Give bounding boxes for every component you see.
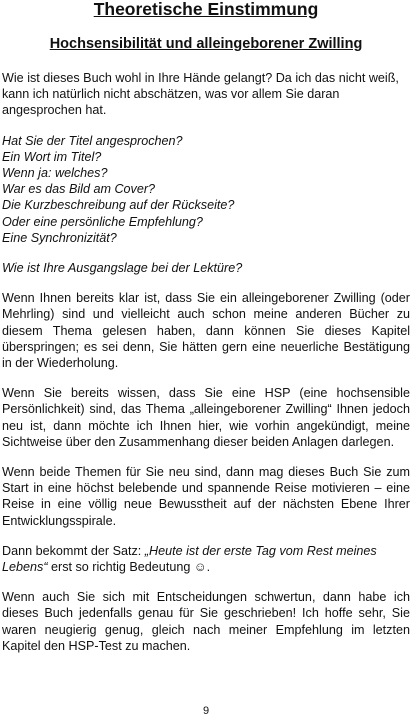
intro-paragraph: Wie ist dieses Buch wohl in Ihre Hände gelangt? Da ich das nicht weiß, kann ich natürlich nicht abschätzen, was vor allem Sie daran angesprochen hat. (2, 71, 399, 118)
question-item: War es das Bild am Cover? (2, 182, 156, 197)
quote-text: „Heute ist der erste Tag vom Rest meines Lebens“ (2, 543, 377, 575)
question-item: Oder eine persönliche Empfehlung? (2, 214, 203, 229)
quote-lead-text: Dann bekommt der Satz: (2, 543, 145, 558)
situation-question: Wie ist Ihre Ausgangslage bei der Lektüre? (2, 261, 243, 276)
paragraph-hsp: Wenn Sie bereits wissen, dass Sie eine HSP (eine hochsensible Persönlichkeit) sind, das Thema „alleingeborener Zwilling“ Ihnen jedoch neu ist, dann möchte ich Ihnen hier, wie vorhin angekündigt, meine Sichtweise über den Zusammenhang dieser beiden Anlagen darlegen. (2, 386, 410, 449)
question-item: Ein Wort im Titel? (2, 149, 102, 164)
question-item: Eine Synchronizität? (2, 230, 117, 245)
question-item: Hat Sie der Titel angesprochen? (2, 133, 183, 148)
question-list (2, 133, 410, 246)
body-text (2, 70, 410, 668)
chapter-title: Theoretische Einstimmung (93, 0, 319, 19)
paragraph-twin: Wenn Ihnen bereits klar ist, dass Sie ein alleingeborener Zwilling (oder Mehrling) sind und vielleicht auch schon meine anderen Bücher zu diesem Thema gelesen haben, dann können Sie dieses Kapitel überspringen; es sei denn, Sie hätten gern eine neuerliche Bestätigung in der Wiederholung. (2, 291, 410, 371)
question-item: Wenn ja: welches? (2, 166, 108, 181)
quote-trailing-text: erst so richtig Bedeutung ☺. (47, 560, 211, 575)
paragraph-both-new: Wenn beide Themen für Sie neu sind, dann mag dieses Buch Sie zum Start in eine höchst belebende und spannende Reise motivieren – eine Reise in eine völlig neue Bewusstheit auf der nächsten Ebene Ihrer Entwicklungsspirale. (2, 465, 410, 528)
quote-paragraph (2, 543, 410, 575)
question-item: Die Kurzbeschreibung auf der Rückseite? (2, 198, 235, 213)
section-subtitle: Hochsensibilität und alleingeborener Zwilling (49, 36, 363, 52)
closing-paragraph: Wenn auch Sie sich mit Entscheidungen schwertun, dann habe ich dieses Buch jedenfalls genau für Sie geschrieben! Ich hoffe sehr, Sie waren neugierig genug, gleich nach meiner Empfehlung im letzten Kapitel den HSP-Test zu machen. (2, 590, 410, 653)
page-number: 9 (202, 705, 210, 717)
